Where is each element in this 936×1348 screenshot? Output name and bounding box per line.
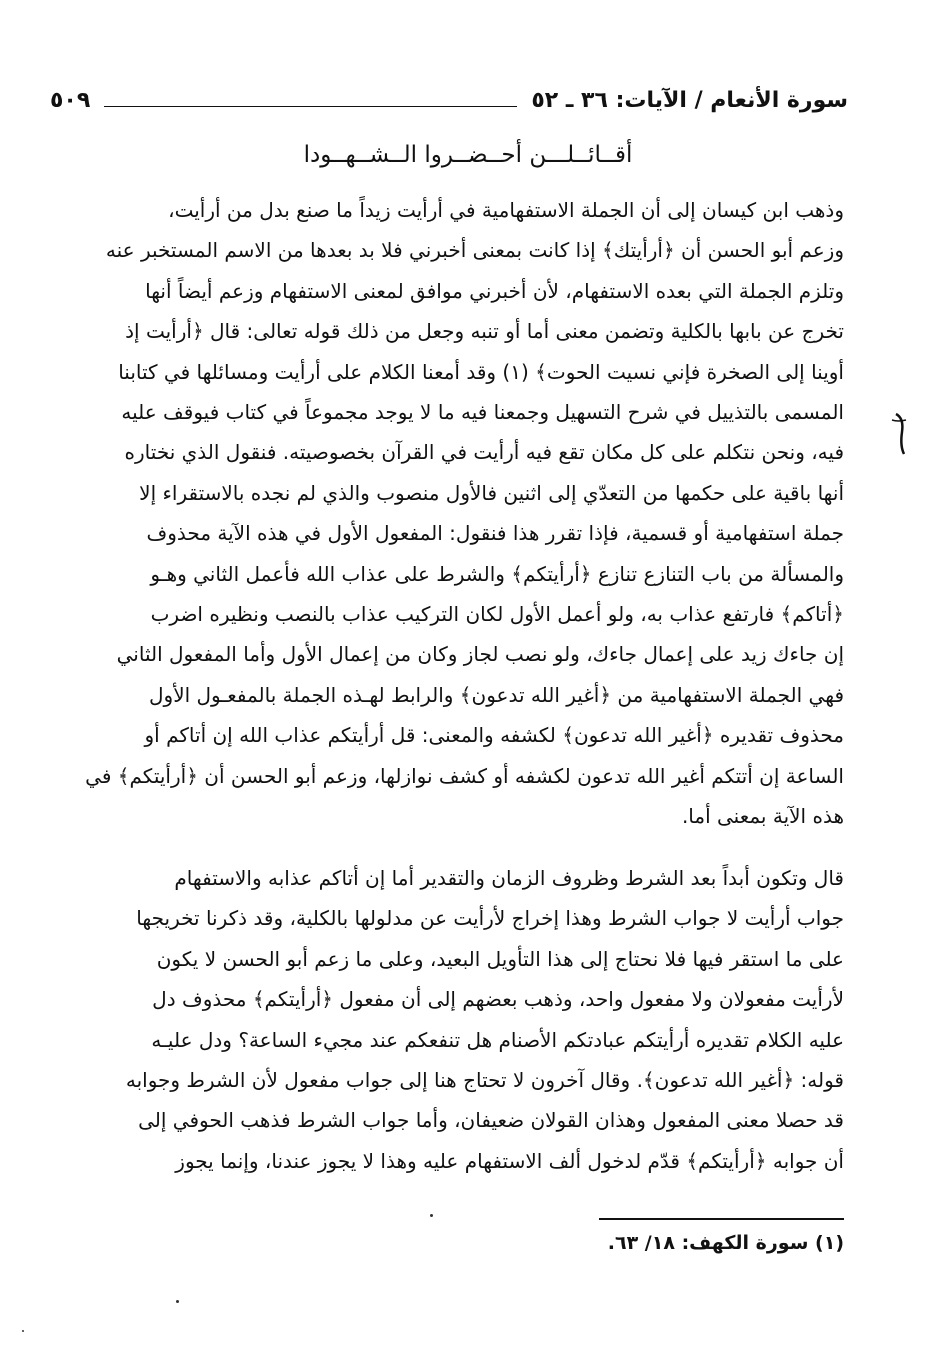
margin-handwritten-mark xyxy=(890,410,912,458)
text-line: المسمى بالتذييل في شرح التسهيل وجمعنا فيه ما لا يوجد مجموعاً في كتاب فيوقف عليه xyxy=(121,400,844,425)
text-line: فيه، ونحن نتكلم على كل مكان تقع فيه أرأيت في القرآن بخصوصيته. فنقول الذي نختاره xyxy=(124,440,844,465)
header-rule xyxy=(104,106,517,107)
text-line: الساعة إن أتتكم أغير الله تدعون لكشفه أو كشف نوازلها، وزعم أبو الحسن أن ﴿أرأيتكم﴾ في xyxy=(85,763,844,788)
text-line: أن جوابه ﴿أرأيتكم﴾ قدّم لدخول ألف الاستفهام عليه وهذا لا يجوز عندنا، وإنما يجوز xyxy=(175,1148,844,1173)
scan-speck xyxy=(176,1300,179,1303)
text-line: وذهب ابن كيسان إلى أن الجملة الاستفهامية في أرأيت زيداً ما صنع بدل من أرأيت، xyxy=(168,198,844,222)
text-line: والمسألة من باب التنازع تنازع ﴿أرأيتكم﴾ والشرط على عذاب الله فأعمل الثاني وهـو xyxy=(150,561,844,586)
section-title: أقــائــلـــن أحــضــروا الــشــهــودا xyxy=(303,142,633,168)
text-line: لأرأيت مفعولان ولا مفعول واحد، وذهب بعضهم إلى أن مفعول ﴿أرأيتكم﴾ محذوف دل xyxy=(152,987,844,1012)
scan-speck xyxy=(430,1214,433,1217)
footnote: (١) سورة الكهف: ١٨/ ٦٣. xyxy=(607,1232,844,1254)
running-header xyxy=(50,80,848,120)
text-line: إن جاءك زيد على إعمال جاءك، ولو نصب لجاز وكان من إعمال الأول وأما المفعول الثاني xyxy=(116,642,844,667)
text-line: جواب أرأيت لا جواب الشرط وهذا إخراج لأرأيت عن مدلولها بالكلية، وقد ذكرنا تخريجها xyxy=(136,906,844,931)
text-line: على ما استقر فيها فلا نحتاج إلى هذا التأويل البعيد، وعلى ما زعم أبو الحسن لا يكون xyxy=(156,946,844,971)
text-line: أوينا إلى الصخرة فإني نسيت الحوت﴾ (١) وقد أمعنا الكلام على أرأيت ومسائلها في كتابنا xyxy=(118,359,844,384)
text-line: محذوف تقديره ﴿أغير الله تدعون﴾ لكشفه والمعنى: قل أرأيتكم عذاب الله إن أتاكم أو xyxy=(144,723,844,748)
paragraph-1 xyxy=(60,190,844,837)
text-line: وتلزم الجملة التي بعده الاستفهام، لأن أخبرني موافق لمعنى الاستفهام وزعم أيضاً أنها xyxy=(145,278,844,303)
text-line: تخرج عن بابها بالكلية وتضمن معنى أما أو تنبه وجعل من ذلك قوله تعالى: قال ﴿أرأيت إذ xyxy=(125,319,844,344)
text-line: ﴿أتاكم﴾ فارتفع عذاب به، ولو أعمل الأول لكان التركيب عذاب بالنصب ونظيره اضرب xyxy=(150,602,844,627)
text-line: قال وتكون أبداً بعد الشرط وظروف الزمان والتقدير أما إن أتاكم عذابه والاستفهام xyxy=(174,866,844,890)
text-line: وزعم أبو الحسن أن ﴿أرأيتك﴾ إذا كانت بمعنى أخبرني فلا بد بعدها من الاسم المستخبر عنه xyxy=(105,238,844,263)
text-line: جملة استفهامية أو قسمية، فإذا تقرر هذا فنقول: المفعول الأول في هذه الآية محذوف xyxy=(146,521,844,546)
text-line: فهي الجملة الاستفهامية من ﴿أغير الله تدعون﴾ والرابط لهـذه الجملة بالمفعـول الأول xyxy=(149,682,844,707)
text-line: عليه الكلام تقديره أرأيتكم عبادتكم الأصنام هل تنفعكم عند مجيء الساعة؟ ودل عليـه xyxy=(151,1027,844,1052)
scan-speck xyxy=(22,1330,24,1332)
text-line: أنها باقية على حكمها من التعدّي إلى اثنين فالأول منصوب والذي لم نجده بالاستقراء إلا xyxy=(139,480,844,505)
footnote-divider xyxy=(599,1218,844,1220)
text-line: قوله: ﴿أغير الله تدعون﴾. وقال آخرون لا تحتاج هنا إلى جواب مفعول لأن الشرط وجوابه xyxy=(125,1068,844,1093)
page-number: ٥٠٩ xyxy=(50,87,91,113)
text-line: قد حصلا معنى المفعول وهذان القولان ضعيفان، وأما جواب الشرط فذهب الحوفي إلى xyxy=(138,1108,844,1133)
text-line: هذه الآية بمعنى أما. xyxy=(681,804,844,829)
paragraph-2 xyxy=(60,858,844,1181)
header-title: سورة الأنعام / الآيات: ٣٦ ـ ٥٢ xyxy=(531,87,848,113)
